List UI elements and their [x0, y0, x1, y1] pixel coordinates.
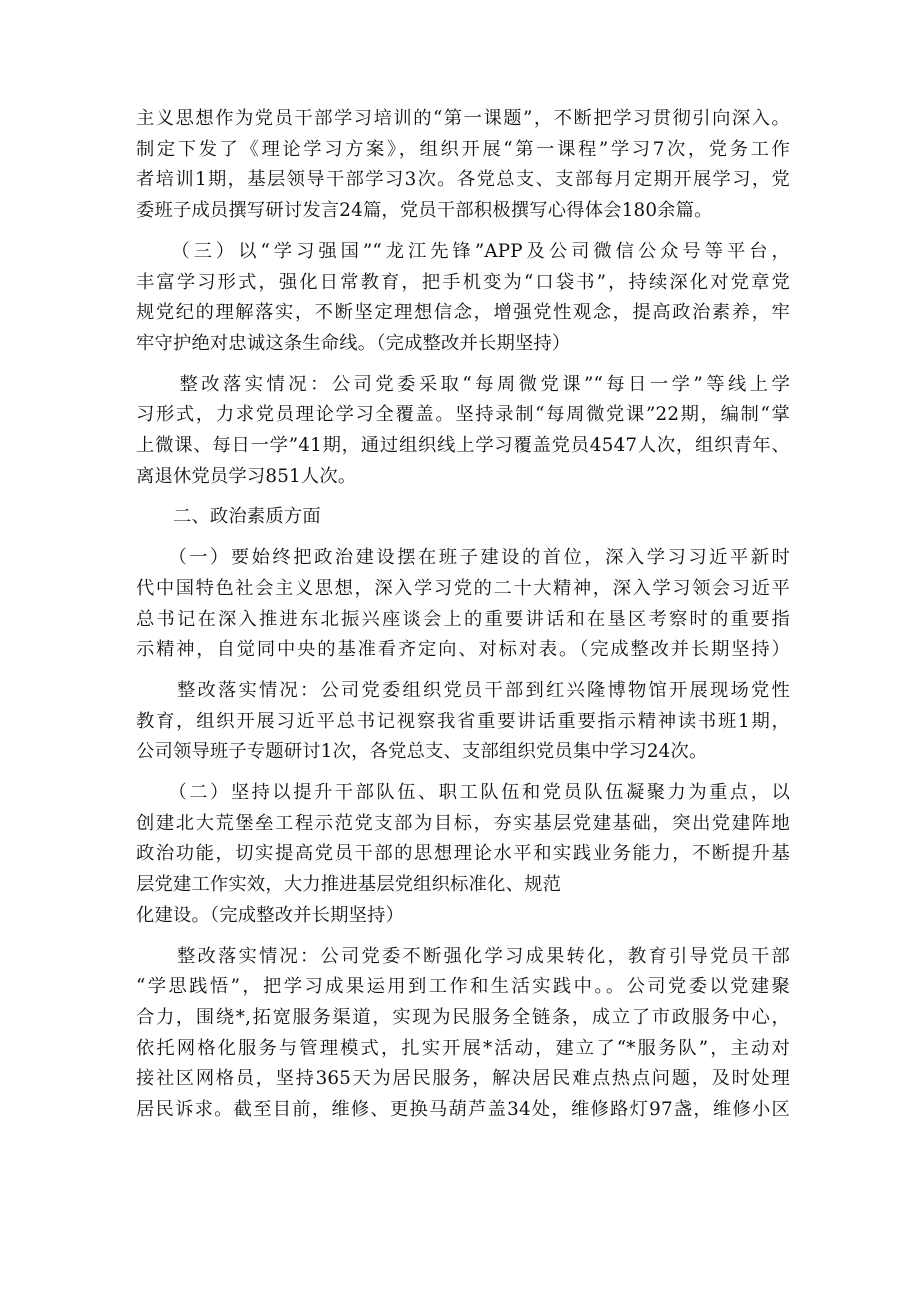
- text-line: 教育，组织开展习近平总书记视察我省重要讲话重要指示精神读书班1期，: [136, 710, 790, 732]
- section-heading: 二、政治素质方面: [136, 506, 321, 528]
- text-line: 层党建工作实效，大力推进基层党组织标准化、规范: [136, 874, 562, 896]
- text-line: 政治功能，切实提高党员干部的思想理论水平和实践业务能力，不断提升基: [136, 843, 790, 865]
- text-line: 主义思想作为党员干部学习培训的“第一课题”，不断把学习贯彻引向深入。: [136, 108, 790, 129]
- paragraph-item-one: [136, 543, 790, 666]
- text-line: 公司领导班子专题研讨1次，各党总支、支部组织党员集中学习24次。: [136, 741, 708, 763]
- text-line: “学思践悟”，把学习成果运用到工作和生活实践中。。公司党委以党建聚: [136, 976, 790, 998]
- text-line: 牢守护绝对忠诚这条生命线。（完成整改并长期坚持）: [136, 332, 571, 354]
- paragraph-item-three: [136, 237, 790, 360]
- text-line: 总书记在深入推进东北振兴座谈会上的重要讲话和在垦区考察时的重要指: [136, 608, 790, 630]
- text-line: 代中国特色社会主义思想，深入学习党的二十大精神，深入学习领会习近平: [136, 577, 790, 599]
- paragraph-rectification-museum: [136, 676, 790, 768]
- text-line: 合力，围绕*,拓宽服务渠道，实现为民服务全链条，成立了市政服务中心，: [136, 1006, 790, 1028]
- text-line: 居民诉求。截至目前，维修、更换马葫芦盖34处，维修路灯97盏，维修小区: [136, 1099, 790, 1121]
- text-line: 整改落实情况：公司党委采取“每周微党课”“每日一学”等线上学: [136, 373, 790, 395]
- text-line: 离退休党员学习851人次。: [136, 465, 357, 487]
- text-line: （一）要始终把政治建设摆在班子建设的首位，深入学习习近平新时: [136, 547, 790, 569]
- text-line: 规党纪的理解落实，不断坚定理想信念，增强党性观念，提高政治素养，牢: [136, 302, 790, 324]
- text-line: （三）以“学习强国”“龙江先锋”APP及公司微信公众号等平台，: [136, 240, 790, 262]
- text-line: 示精神，自觉同中央的基准看齐定向、对标对表。（完成整改并长期坚持）: [136, 639, 790, 661]
- text-line: 上微课、每日一学”41期，通过组织线上学习覆盖党员4547人次，组织青年、: [136, 435, 790, 457]
- text-line: 依托网格化服务与管理模式，扎实开展*活动，建立了“*服务队”，主动对: [136, 1037, 790, 1059]
- paragraph-rectification-service: [136, 942, 790, 1126]
- text-line: 整改落实情况：公司党委不断强化学习成果转化，教育引导党员干部: [136, 945, 790, 967]
- paragraph-rectification-online: [136, 370, 790, 493]
- text-line: 委班子成员撰写研讨发言24篇，党员干部积极撰写心得体会180余篇。: [136, 200, 713, 222]
- text-line: （二）坚持以提升干部队伍、职工队伍和党员队伍凝聚力为重点，以: [136, 782, 790, 804]
- text-line: 接社区网格员，坚持365天为居民服务，解决居民难点热点问题，及时处理: [136, 1068, 790, 1090]
- text-line: 整改落实情况：公司党委组织党员干部到红兴隆博物馆开展现场党性: [136, 679, 790, 701]
- paragraph-study-plan: [136, 104, 790, 227]
- document-body: [136, 104, 790, 1126]
- text-line: 制定下发了《理论学习方案》，组织开展“第一课程”学习7次，党务工作: [136, 138, 790, 160]
- text-line: 丰富学习形式，强化日常教育，把手机变为“口袋书”，持续深化对党章党: [136, 271, 790, 293]
- paragraph-item-two: [136, 778, 790, 932]
- text-line: 者培训1期，基层领导干部学习3次。各党总支、支部每月定期开展学习，党: [136, 169, 790, 191]
- section-heading-political-quality: [136, 502, 790, 533]
- text-line: 化建设。（完成整改并长期坚持）: [136, 904, 405, 926]
- text-line: 创建北大荒堡垒工程示范党支部为目标，夯实基层党建基础，突出党建阵地: [136, 812, 790, 834]
- text-line: 习形式，力求党员理论学习全覆盖。坚持录制“每周微党课”22期，编制“掌: [136, 404, 790, 426]
